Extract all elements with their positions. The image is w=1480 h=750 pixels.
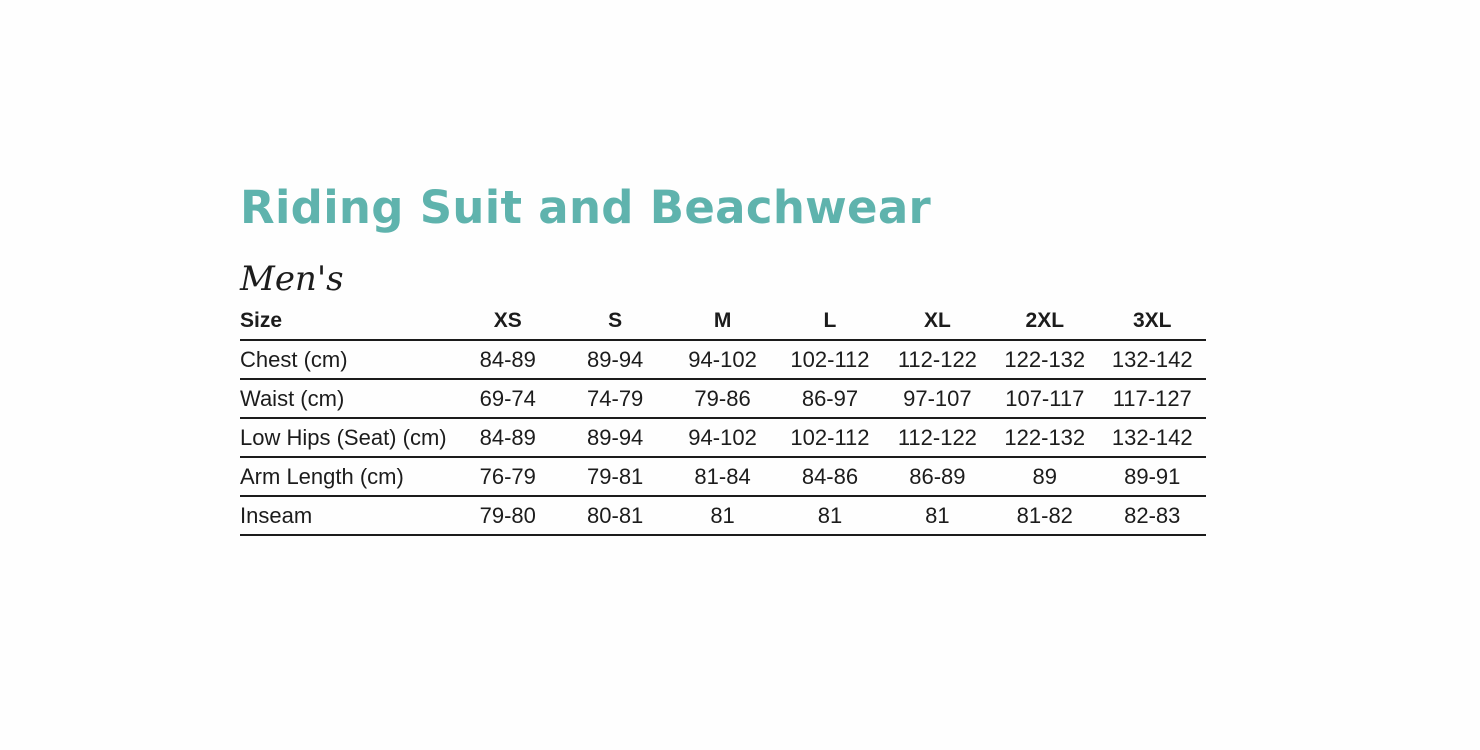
table-row-inseam bbox=[240, 496, 1206, 535]
table-cell: 81 bbox=[776, 496, 883, 535]
table-cell: 84-89 bbox=[454, 340, 561, 379]
row-label: Inseam bbox=[240, 496, 454, 535]
table-cell: 122-132 bbox=[991, 340, 1098, 379]
table-cell: 82-83 bbox=[1098, 496, 1206, 535]
table-cell: 86-89 bbox=[884, 457, 991, 496]
table-cell: 79-86 bbox=[669, 379, 776, 418]
table-row-arm-length bbox=[240, 457, 1206, 496]
header-cell-m: M bbox=[669, 302, 776, 340]
row-label: Arm Length (cm) bbox=[240, 457, 454, 496]
table-cell: 86-97 bbox=[776, 379, 883, 418]
page-title: Riding Suit and Beachwear bbox=[240, 181, 932, 234]
table-cell: 107-117 bbox=[991, 379, 1098, 418]
table-cell: 122-132 bbox=[991, 418, 1098, 457]
table-cell: 112-122 bbox=[884, 418, 991, 457]
table-cell: 102-112 bbox=[776, 418, 883, 457]
table-cell: 80-81 bbox=[561, 496, 668, 535]
table-cell: 81-82 bbox=[991, 496, 1098, 535]
table-row-waist bbox=[240, 379, 1206, 418]
table-cell: 94-102 bbox=[669, 340, 776, 379]
table-cell: 84-89 bbox=[454, 418, 561, 457]
table-cell: 81 bbox=[669, 496, 776, 535]
row-label: Chest (cm) bbox=[240, 340, 454, 379]
header-cell-xs: XS bbox=[454, 302, 561, 340]
row-label: Low Hips (Seat) (cm) bbox=[240, 418, 454, 457]
header-row bbox=[240, 302, 1206, 340]
table-cell: 84-86 bbox=[776, 457, 883, 496]
header-cell-size: Size bbox=[240, 302, 454, 340]
table-cell: 79-81 bbox=[561, 457, 668, 496]
table-cell: 89-94 bbox=[561, 340, 668, 379]
table-cell: 102-112 bbox=[776, 340, 883, 379]
size-chart-header bbox=[240, 302, 1206, 340]
size-chart-body bbox=[240, 340, 1206, 535]
table-cell: 79-80 bbox=[454, 496, 561, 535]
section-subtitle: Men's bbox=[240, 259, 344, 299]
table-cell: 89-91 bbox=[1098, 457, 1206, 496]
table-cell: 112-122 bbox=[884, 340, 991, 379]
size-chart-table bbox=[240, 302, 1206, 536]
table-cell: 132-142 bbox=[1098, 340, 1206, 379]
header-cell-s: S bbox=[561, 302, 668, 340]
header-cell-2xl: 2XL bbox=[991, 302, 1098, 340]
table-cell: 74-79 bbox=[561, 379, 668, 418]
table-row-low-hips bbox=[240, 418, 1206, 457]
table-cell: 89 bbox=[991, 457, 1098, 496]
table-row-chest bbox=[240, 340, 1206, 379]
header-cell-xl: XL bbox=[884, 302, 991, 340]
table-cell: 94-102 bbox=[669, 418, 776, 457]
table-cell: 117-127 bbox=[1098, 379, 1206, 418]
table-cell: 76-79 bbox=[454, 457, 561, 496]
table-cell: 89-94 bbox=[561, 418, 668, 457]
table-cell: 69-74 bbox=[454, 379, 561, 418]
table-cell: 132-142 bbox=[1098, 418, 1206, 457]
header-cell-3xl: 3XL bbox=[1098, 302, 1206, 340]
table-cell: 81 bbox=[884, 496, 991, 535]
table-cell: 97-107 bbox=[884, 379, 991, 418]
row-label: Waist (cm) bbox=[240, 379, 454, 418]
header-cell-l: L bbox=[776, 302, 883, 340]
table-cell: 81-84 bbox=[669, 457, 776, 496]
